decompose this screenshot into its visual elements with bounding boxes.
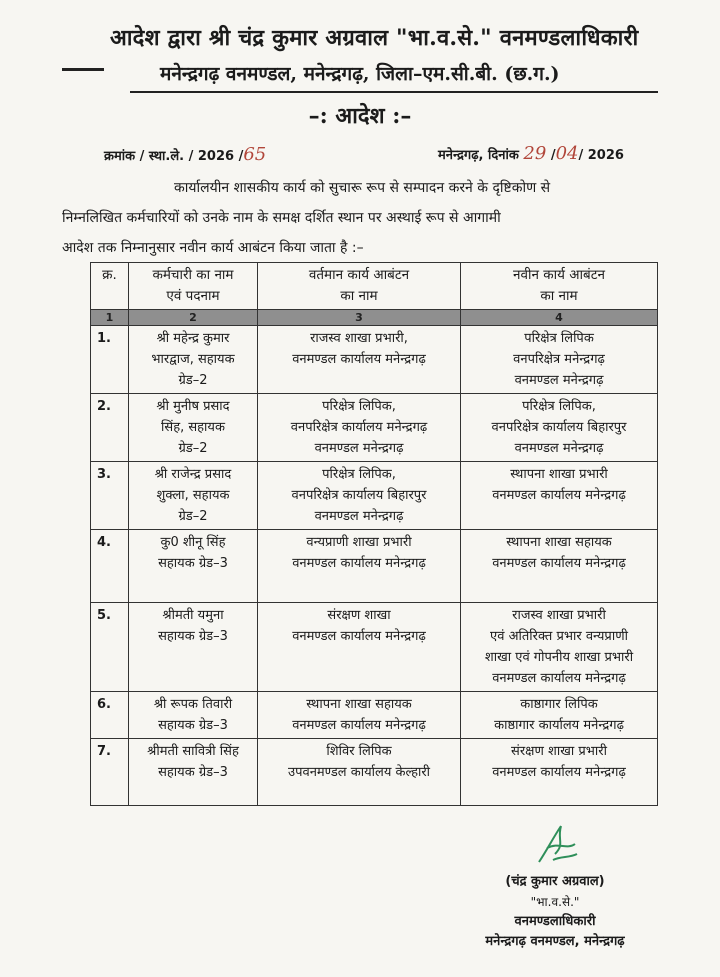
current-allocation-cell-line: वन्यप्राणी शाखा प्रभारी: [306, 535, 412, 550]
employee-cell-line: श्रीमती यमुना: [162, 608, 224, 623]
new-allocation-cell: [461, 603, 658, 692]
header-serial: क्र.: [91, 263, 129, 310]
table-index-row: [91, 310, 658, 326]
new-allocation-cell-line: संरक्षण शाखा प्रभारी: [511, 744, 607, 759]
signatory-service: "भा.व.से.": [530, 895, 580, 909]
current-allocation-cell: [258, 739, 461, 806]
new-allocation-cell-line: वनमण्डल मनेन्द्रगढ़: [514, 441, 604, 456]
current-allocation-cell-line: वनमण्डल कार्यालय मनेन्द्रगढ़: [292, 556, 426, 571]
new-allocation-cell-line: काष्ठागार कार्यालय मनेन्द्रगढ़: [494, 718, 624, 733]
order-paragraph: [62, 173, 658, 263]
new-allocation-cell-line: वनमण्डल मनेन्द्रगढ़: [514, 373, 604, 388]
current-allocation-cell-line: वनमण्डल कार्यालय मनेन्द्रगढ़: [292, 629, 426, 644]
current-allocation-cell: [258, 326, 461, 394]
index-cell: 2: [129, 310, 258, 326]
employee-cell-line: श्री रूपक तिवारी: [153, 697, 233, 712]
serial-cell: 6.: [91, 692, 129, 739]
new-allocation-cell-line: एवं अतिरिक्त प्रभार वन्यप्राणी: [490, 629, 628, 644]
index-cell: 1: [91, 310, 129, 326]
header-current: वर्तमान कार्य आबंटन का नाम: [258, 263, 461, 310]
employee-cell-line: सहायक ग्रेड–3: [158, 629, 228, 644]
employee-cell-line: ग्रेड–2: [178, 509, 208, 524]
signatory-office: मनेन्द्रगढ़ वनमण्डल, मनेन्द्रगढ़: [485, 934, 625, 949]
employee-cell-line: सहायक ग्रेड–3: [158, 718, 228, 733]
serial-cell: 2.: [91, 394, 129, 462]
employee-cell-line: कु0 शीनू सिंह: [160, 535, 226, 550]
header-line-1: आदेश द्वारा श्री चंद्र कुमार अग्रवाल "भा.व.से." वनमण्डलाधिकारी: [110, 25, 639, 51]
current-allocation-cell-line: उपवनमण्डल कार्यालय केल्हारी: [287, 765, 431, 780]
table-row: [91, 326, 658, 394]
new-allocation-cell-line: शाखा एवं गोपनीय शाखा प्रभारी: [484, 650, 634, 665]
employee-cell: [129, 739, 258, 806]
signatory-name: (चंद्र कुमार अग्रवाल): [505, 874, 605, 889]
current-allocation-cell: [258, 530, 461, 603]
table-row: [91, 603, 658, 692]
serial-cell: 1.: [91, 326, 129, 394]
new-allocation-cell-line: वनपरिक्षेत्र कार्यालय बिहारपुर: [491, 420, 627, 435]
table-row: [91, 739, 658, 806]
table-row: [91, 462, 658, 530]
new-allocation-cell-line: राजस्व शाखा प्रभारी: [512, 608, 606, 623]
table-row: [91, 394, 658, 462]
new-allocation-cell-line: वनमण्डल कार्यालय मनेन्द्रगढ़: [492, 671, 626, 686]
signatory-designation: वनमण्डलाधिकारी: [514, 914, 596, 929]
employee-cell-line: श्रीमती सावित्री सिंह: [147, 744, 239, 759]
reference-prefix: क्रमांक / स्था.ले. / 2026 /: [104, 149, 244, 164]
current-allocation-cell-line: परिक्षेत्र लिपिक,: [322, 399, 396, 414]
header-underline: [130, 91, 658, 93]
signature-block: [440, 820, 670, 952]
new-allocation-cell-line: स्थापना शाखा सहायक: [506, 535, 612, 550]
employee-cell-line: ग्रेड–2: [178, 441, 208, 456]
new-allocation-cell: [461, 530, 658, 603]
table-row: [91, 530, 658, 603]
new-allocation-cell-line: परिक्षेत्र लिपिक,: [522, 399, 596, 414]
order-date: मनेन्द्रगढ़, दिनांक 29 /04/ 2026: [438, 143, 624, 164]
serial-cell: 3.: [91, 462, 129, 530]
employee-cell-line: भारद्वाज, सहायक: [151, 352, 235, 367]
new-allocation-cell: [461, 462, 658, 530]
employee-cell-line: श्री मुनीष प्रसाद: [156, 399, 230, 414]
employee-cell-line: श्री महेन्द्र कुमार: [156, 331, 230, 346]
new-allocation-cell-line: परिक्षेत्र लिपिक: [524, 331, 594, 346]
date-year: 2026: [587, 148, 624, 163]
current-allocation-cell-line: वनमण्डल कार्यालय मनेन्द्रगढ़: [292, 352, 426, 367]
date-day: 29: [523, 143, 547, 164]
reference-number: [104, 144, 266, 165]
header-new: नवीन कार्य आबंटन का नाम: [461, 263, 658, 310]
current-allocation-cell-line: वनपरिक्षेत्र कार्यालय मनेन्द्रगढ़: [290, 420, 428, 435]
header-line-2: मनेन्द्रगढ़ वनमण्डल, मनेन्द्रगढ़, जिला–एम.सी.बी. (छ.ग.): [160, 63, 560, 85]
new-allocation-cell-line: स्थापना शाखा प्रभारी: [510, 467, 608, 482]
date-prefix: मनेन्द्रगढ़, दिनांक: [438, 148, 519, 163]
header-employee: कर्मचारी का नाम एवं पदनाम: [129, 263, 258, 310]
employee-cell: [129, 530, 258, 603]
current-allocation-cell-line: वनमण्डल कार्यालय मनेन्द्रगढ़: [292, 718, 426, 733]
employee-cell: [129, 462, 258, 530]
reference-handwritten-number: 65: [243, 144, 267, 165]
serial-cell: 7.: [91, 739, 129, 806]
new-allocation-cell-line: वनपरिक्षेत्र मनेन्द्रगढ़: [513, 352, 605, 367]
table-row: [91, 692, 658, 739]
new-allocation-cell: [461, 326, 658, 394]
current-allocation-cell: [258, 603, 461, 692]
current-allocation-cell-line: वनपरिक्षेत्र कार्यालय बिहारपुर: [291, 488, 427, 503]
employee-cell-line: सहायक ग्रेड–3: [158, 765, 228, 780]
serial-cell: 4.: [91, 530, 129, 603]
current-allocation-cell-line: वनमण्डल मनेन्द्रगढ़: [314, 509, 404, 524]
current-allocation-cell: [258, 462, 461, 530]
index-cell: 3: [258, 310, 461, 326]
employee-cell-line: श्री राजेन्द्र प्रसाद: [154, 467, 232, 482]
paragraph-line: कार्यालयीन शासकीय कार्य को सुचारू रूप से सम्पादन करने के दृष्टिकोण से: [174, 180, 551, 196]
employee-cell: [129, 326, 258, 394]
employee-cell-line: ग्रेड–2: [178, 373, 208, 388]
new-allocation-cell: [461, 739, 658, 806]
header-left-rule: [62, 68, 104, 71]
current-allocation-cell-line: स्थापना शाखा सहायक: [306, 697, 412, 712]
employee-cell-line: सहायक ग्रेड–3: [158, 556, 228, 571]
new-allocation-cell: [461, 692, 658, 739]
employee-cell: [129, 394, 258, 462]
current-allocation-cell-line: शिविर लिपिक: [326, 744, 392, 759]
current-allocation-cell-line: राजस्व शाखा प्रभारी,: [310, 331, 408, 346]
new-allocation-cell-line: वनमण्डल कार्यालय मनेन्द्रगढ़: [492, 765, 626, 780]
new-allocation-cell-line: काष्ठागार लिपिक: [520, 697, 598, 712]
new-allocation-cell-line: वनमण्डल कार्यालय मनेन्द्रगढ़: [492, 488, 626, 503]
current-allocation-cell: [258, 692, 461, 739]
current-allocation-cell-line: वनमण्डल मनेन्द्रगढ़: [314, 441, 404, 456]
serial-cell: 5.: [91, 603, 129, 692]
employee-cell-line: सिंह, सहायक: [161, 420, 225, 435]
new-allocation-cell: [461, 394, 658, 462]
employee-cell-line: शुक्ला, सहायक: [156, 488, 230, 503]
current-allocation-cell-line: परिक्षेत्र लिपिक,: [322, 467, 396, 482]
order-title: –: आदेश :–: [308, 103, 412, 129]
paragraph-line: निम्नलिखित कर्मचारियों को उनके नाम के समक्ष दर्शित स्थान पर अस्थाई रूप से आगामी: [62, 210, 501, 226]
current-allocation-cell: [258, 394, 461, 462]
table-header-row: [91, 263, 658, 310]
handwritten-signature: [440, 820, 670, 872]
employee-cell: [129, 692, 258, 739]
allocation-table: [90, 262, 658, 806]
paragraph-line: आदेश तक निम्नानुसार नवीन कार्य आबंटन किया जाता है :–: [62, 240, 364, 256]
new-allocation-cell-line: वनमण्डल कार्यालय मनेन्द्रगढ़: [492, 556, 626, 571]
index-cell: 4: [461, 310, 658, 326]
employee-cell: [129, 603, 258, 692]
date-month: 04: [555, 143, 579, 164]
current-allocation-cell-line: संरक्षण शाखा: [327, 608, 391, 623]
